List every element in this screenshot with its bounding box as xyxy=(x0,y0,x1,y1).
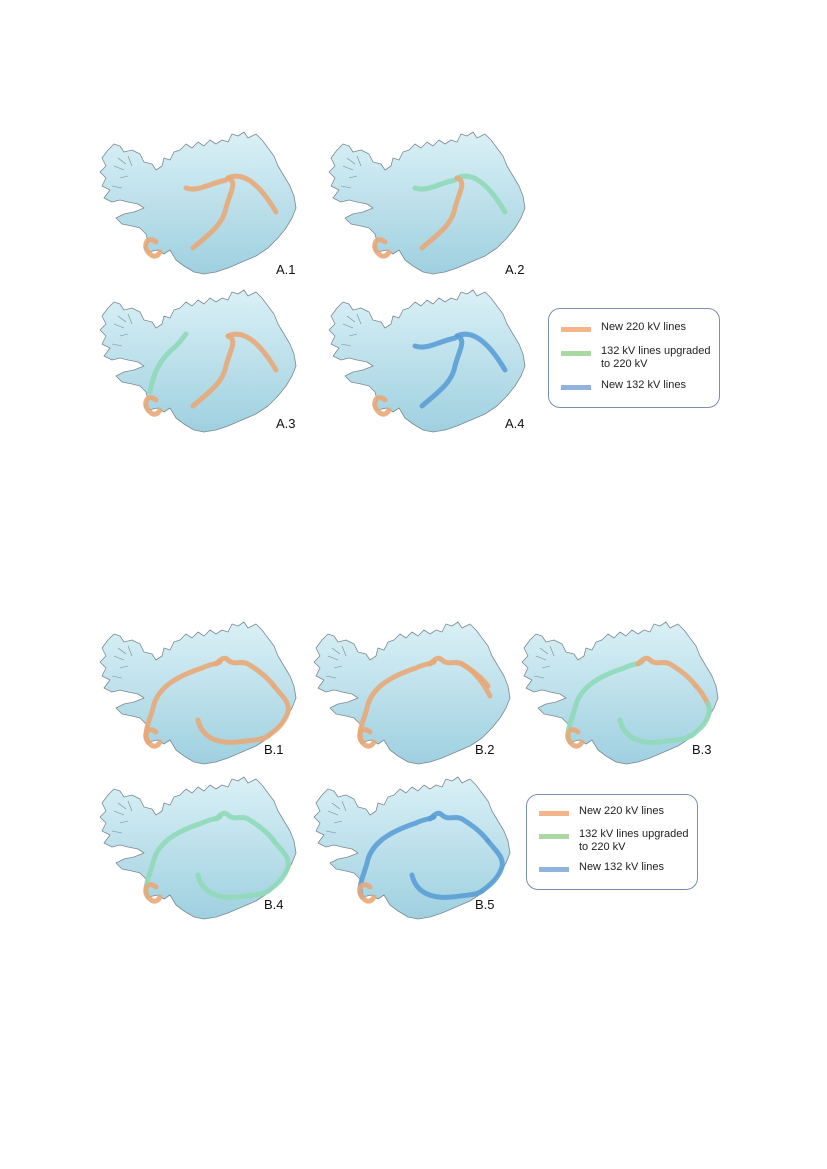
legend-a-item-new-132 xyxy=(561,379,686,392)
iceland-map-a4 xyxy=(327,288,537,433)
iceland-map-a2 xyxy=(327,130,537,275)
panel-label-a2: A.2 xyxy=(505,262,525,277)
legend-label: 132 kV lines upgraded to 220 kV xyxy=(601,345,711,370)
legend-label: New 132 kV lines xyxy=(601,379,686,391)
legend-b-item-new-220 xyxy=(539,805,664,818)
panel-label-b2: B.2 xyxy=(475,742,495,757)
legend-a-item-upgraded-220 xyxy=(561,345,710,371)
legend-swatch xyxy=(539,834,569,839)
panel-label-a3: A.3 xyxy=(276,416,296,431)
legend-swatch xyxy=(539,867,569,872)
legend-a xyxy=(548,308,720,408)
iceland-landmass xyxy=(329,290,525,432)
legend-label: New 220 kV lines xyxy=(579,805,664,817)
panel-label-b4: B.4 xyxy=(264,897,284,912)
iceland-landmass xyxy=(100,132,296,274)
panel-label-a4: A.4 xyxy=(505,416,525,431)
legend-label: New 220 kV lines xyxy=(601,321,686,333)
iceland-map-a3 xyxy=(98,288,308,433)
legend-a-item-new-220 xyxy=(561,321,686,334)
legend-label: 132 kV lines upgraded to 220 kV xyxy=(579,828,689,853)
iceland-landmass xyxy=(522,622,718,764)
legend-b xyxy=(526,794,698,890)
panel-label-b3: B.3 xyxy=(692,742,712,757)
legend-b-item-new-132 xyxy=(539,861,664,874)
map-panel-a3 xyxy=(98,288,308,433)
legend-swatch xyxy=(561,385,591,390)
map-panel-b4 xyxy=(98,775,308,920)
map-panel-b3 xyxy=(520,620,730,765)
legend-b-item-upgraded-220 xyxy=(539,828,688,854)
legend-label: New 132 kV lines xyxy=(579,861,664,873)
iceland-landmass xyxy=(100,290,296,432)
panel-label-a1: A.1 xyxy=(276,262,296,277)
panel-label-b5: B.5 xyxy=(475,897,495,912)
map-panel-b5 xyxy=(312,775,522,920)
map-panel-b1 xyxy=(98,620,308,765)
iceland-map-a1 xyxy=(98,130,308,275)
legend-swatch xyxy=(539,811,569,816)
iceland-landmass xyxy=(329,132,525,274)
panel-label-b1: B.1 xyxy=(264,742,284,757)
legend-swatch xyxy=(561,351,591,356)
map-panel-a2 xyxy=(327,130,537,275)
map-panel-a1 xyxy=(98,130,308,275)
map-panel-b2 xyxy=(312,620,522,765)
map-panel-a4 xyxy=(327,288,537,433)
legend-swatch xyxy=(561,327,591,332)
